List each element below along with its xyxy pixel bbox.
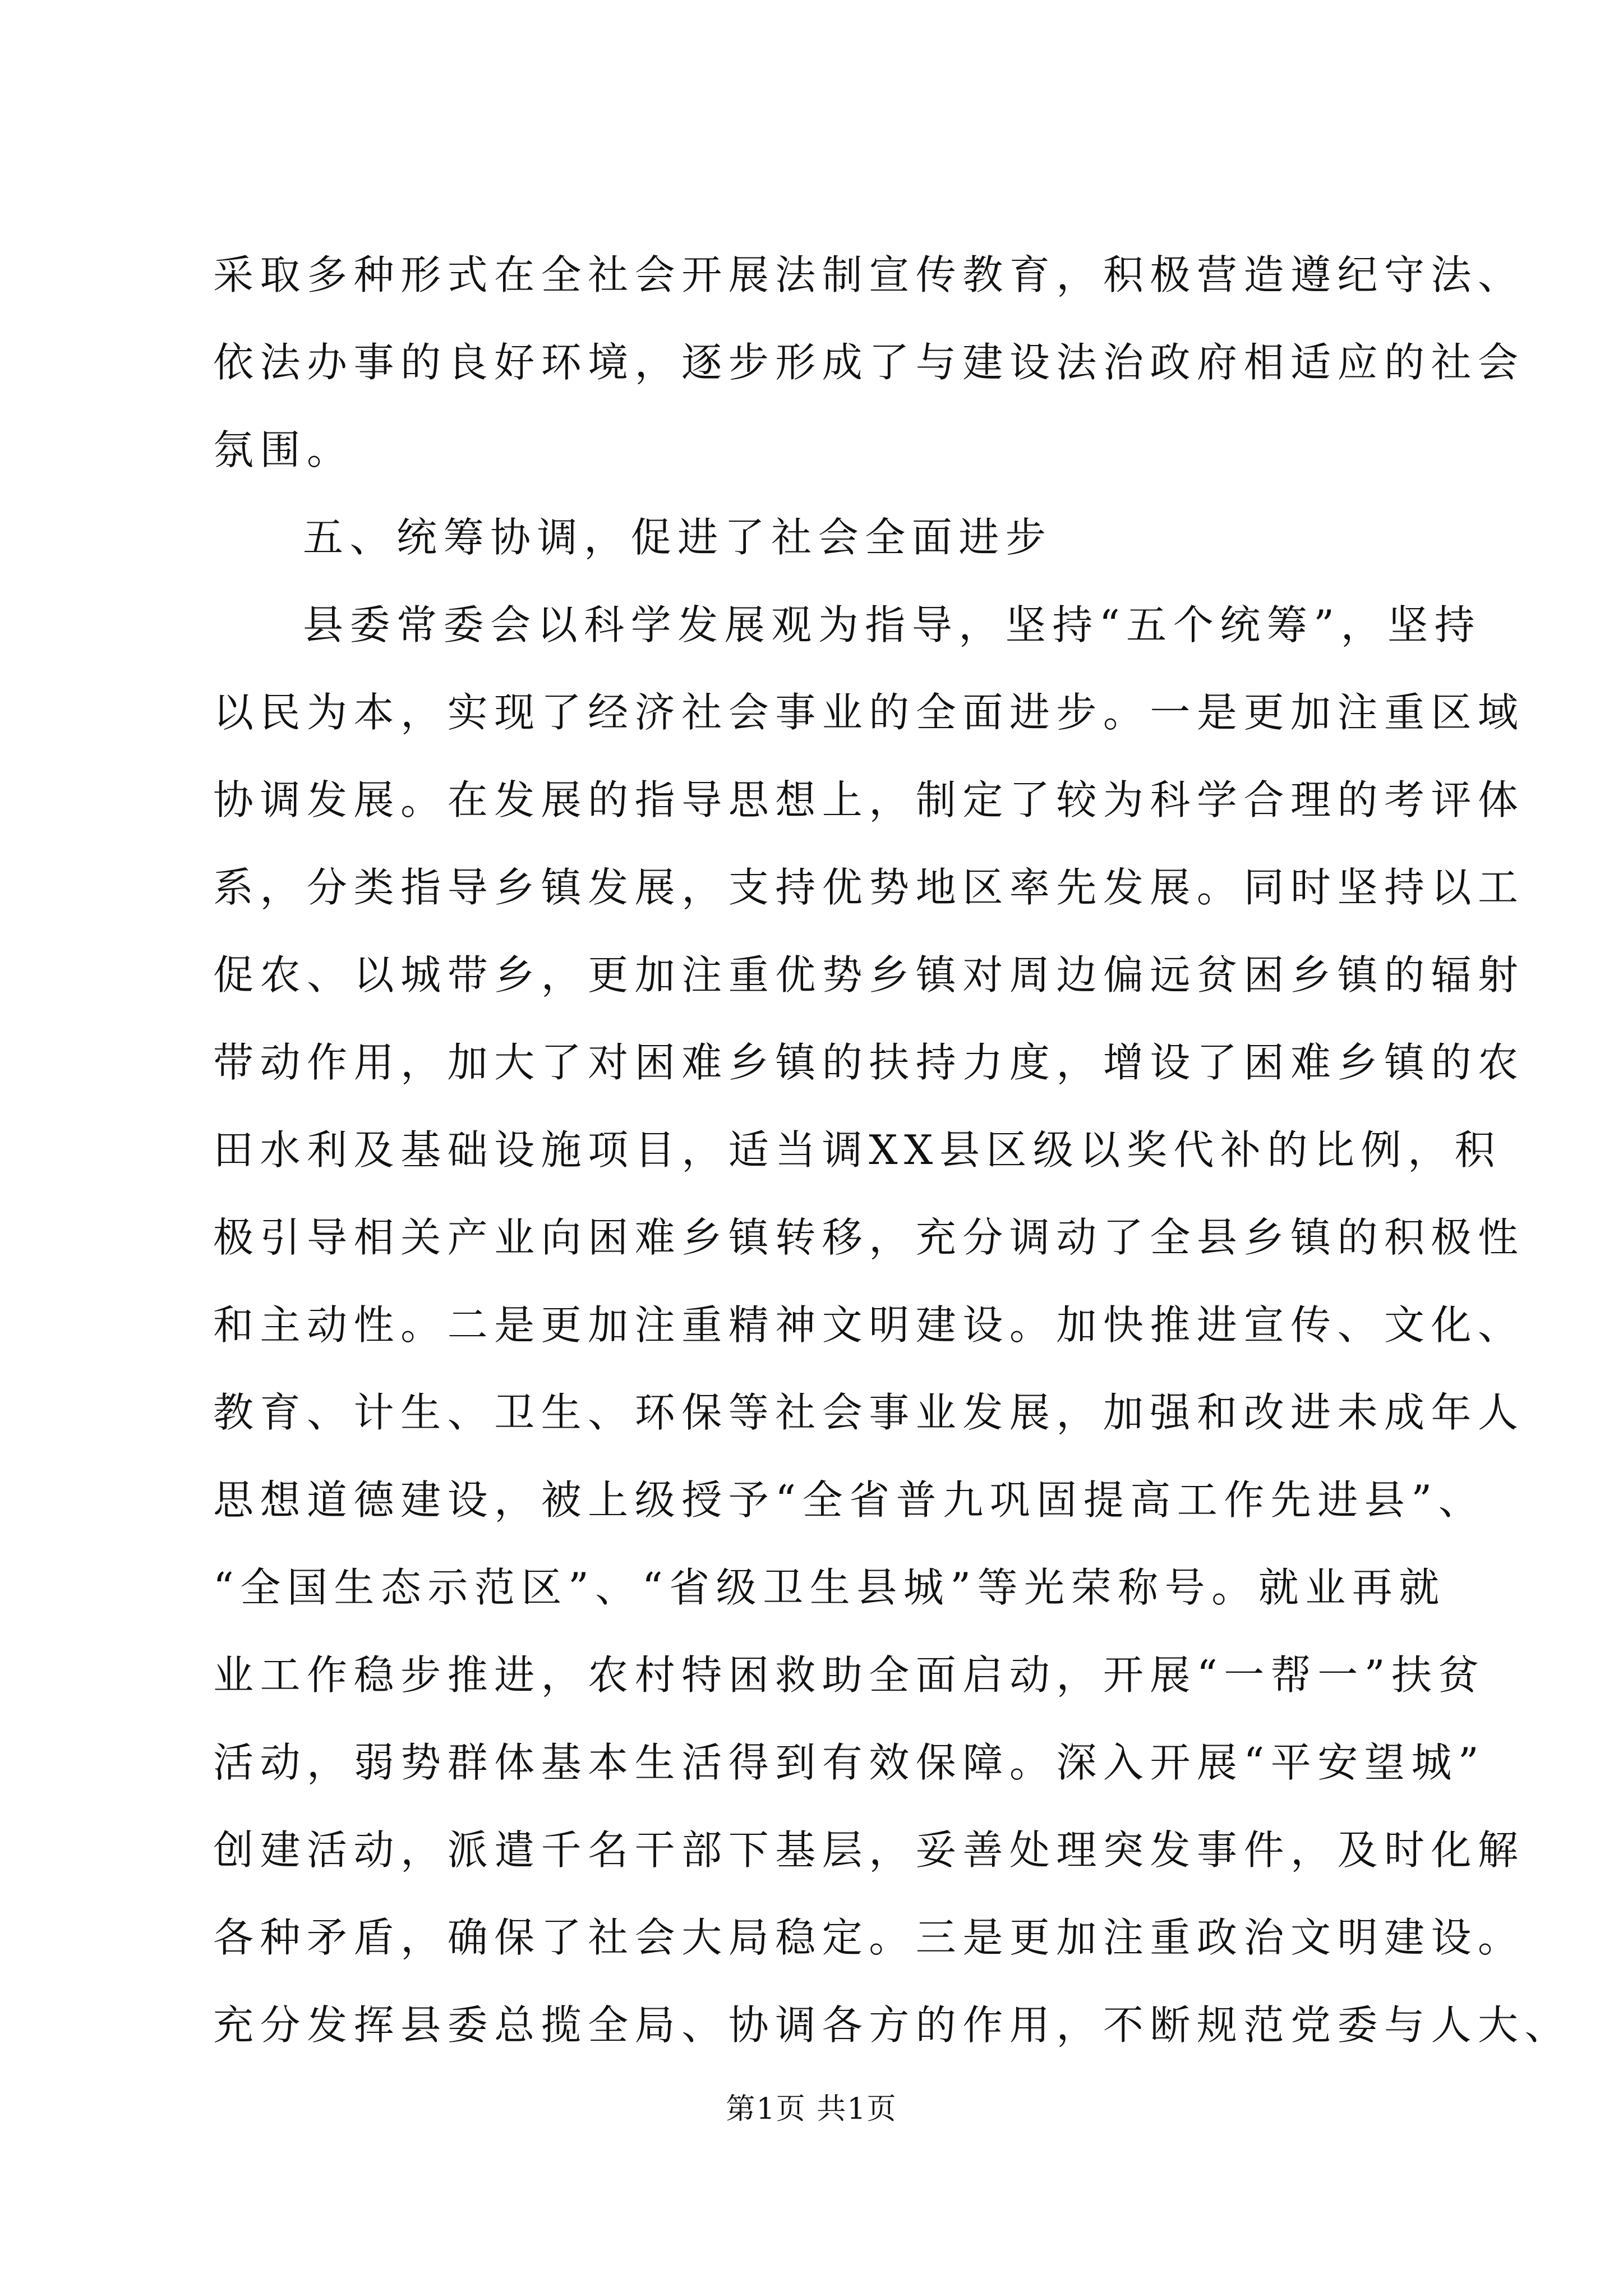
paragraph-line: 充分发挥县委总揽全局、协调各方的作用，不断规范党委与人大、 <box>213 2001 1572 2049</box>
paragraph-line: 各种矛盾，确保了社会大局稳定。三是更加注重政治文明建设。 <box>213 1914 1525 1961</box>
paragraph-line: 和主动性。二是更加注重精神文明建设。加快推进宣传、文化、 <box>213 1301 1525 1349</box>
paragraph-line: 协调发展。在发展的指导思想上，制定了较为科学合理的考评体 <box>213 776 1525 823</box>
paragraph-line: “全国生态示范区”、“省级卫生县城”等光荣称号。就业再就 <box>213 1564 1446 1611</box>
paragraph-line: 以民为本，实现了经济社会事业的全面进步。一是更加注重区域 <box>213 689 1525 736</box>
paragraph-line: 氛围。 <box>213 426 354 473</box>
paragraph-line: 系，分类指导乡镇发展，支持优势地区率先发展。同时坚持以工 <box>213 864 1525 911</box>
paragraph-line: 田水利及基础设施项目，适当调XX县区级以奖代补的比例，积 <box>213 1126 1502 1174</box>
paragraph-line: 创建活动，派遣千名干部下基层，妥善处理突发事件，及时化解 <box>213 1826 1525 1874</box>
paragraph-line: 教育、计生、卫生、环保等社会事业发展，加强和改进未成年人 <box>213 1389 1525 1436</box>
paragraph-line: 活动，弱势群体基本生活得到有效保障。深入开展“平安望城” <box>213 1739 1486 1786</box>
section-heading: 五、统筹协调，促进了社会全面进步 <box>303 514 1053 561</box>
paragraph-line: 县委常委会以科学发展观为指导，坚持“五个统筹”，坚持 <box>303 601 1482 648</box>
paragraph-line: 促农、以城带乡，更加注重优势乡镇对周边偏远贫困乡镇的辐射 <box>213 951 1525 999</box>
paragraph-line: 采取多种形式在全社会开展法制宣传教育，积极营造遵纪守法、 <box>213 251 1525 298</box>
paragraph-line: 极引导相关产业向困难乡镇转移，充分调动了全县乡镇的积极性 <box>213 1214 1525 1261</box>
paragraph-line: 思想道德建设，被上级授予“全省普九巩固提高工作先进县”、 <box>213 1476 1486 1524</box>
paragraph-line: 带动作用，加大了对困难乡镇的扶持力度，增设了困难乡镇的农 <box>213 1039 1525 1086</box>
paragraph-line: 依法办事的良好环境，逐步形成了与建设法治政府相适应的社会 <box>213 339 1525 386</box>
paragraph-line: 业工作稳步推进，农村特困救助全面启动，开展“一帮一”扶贫 <box>213 1651 1486 1699</box>
page-footer: 第1页 共1页 <box>726 2092 897 2126</box>
